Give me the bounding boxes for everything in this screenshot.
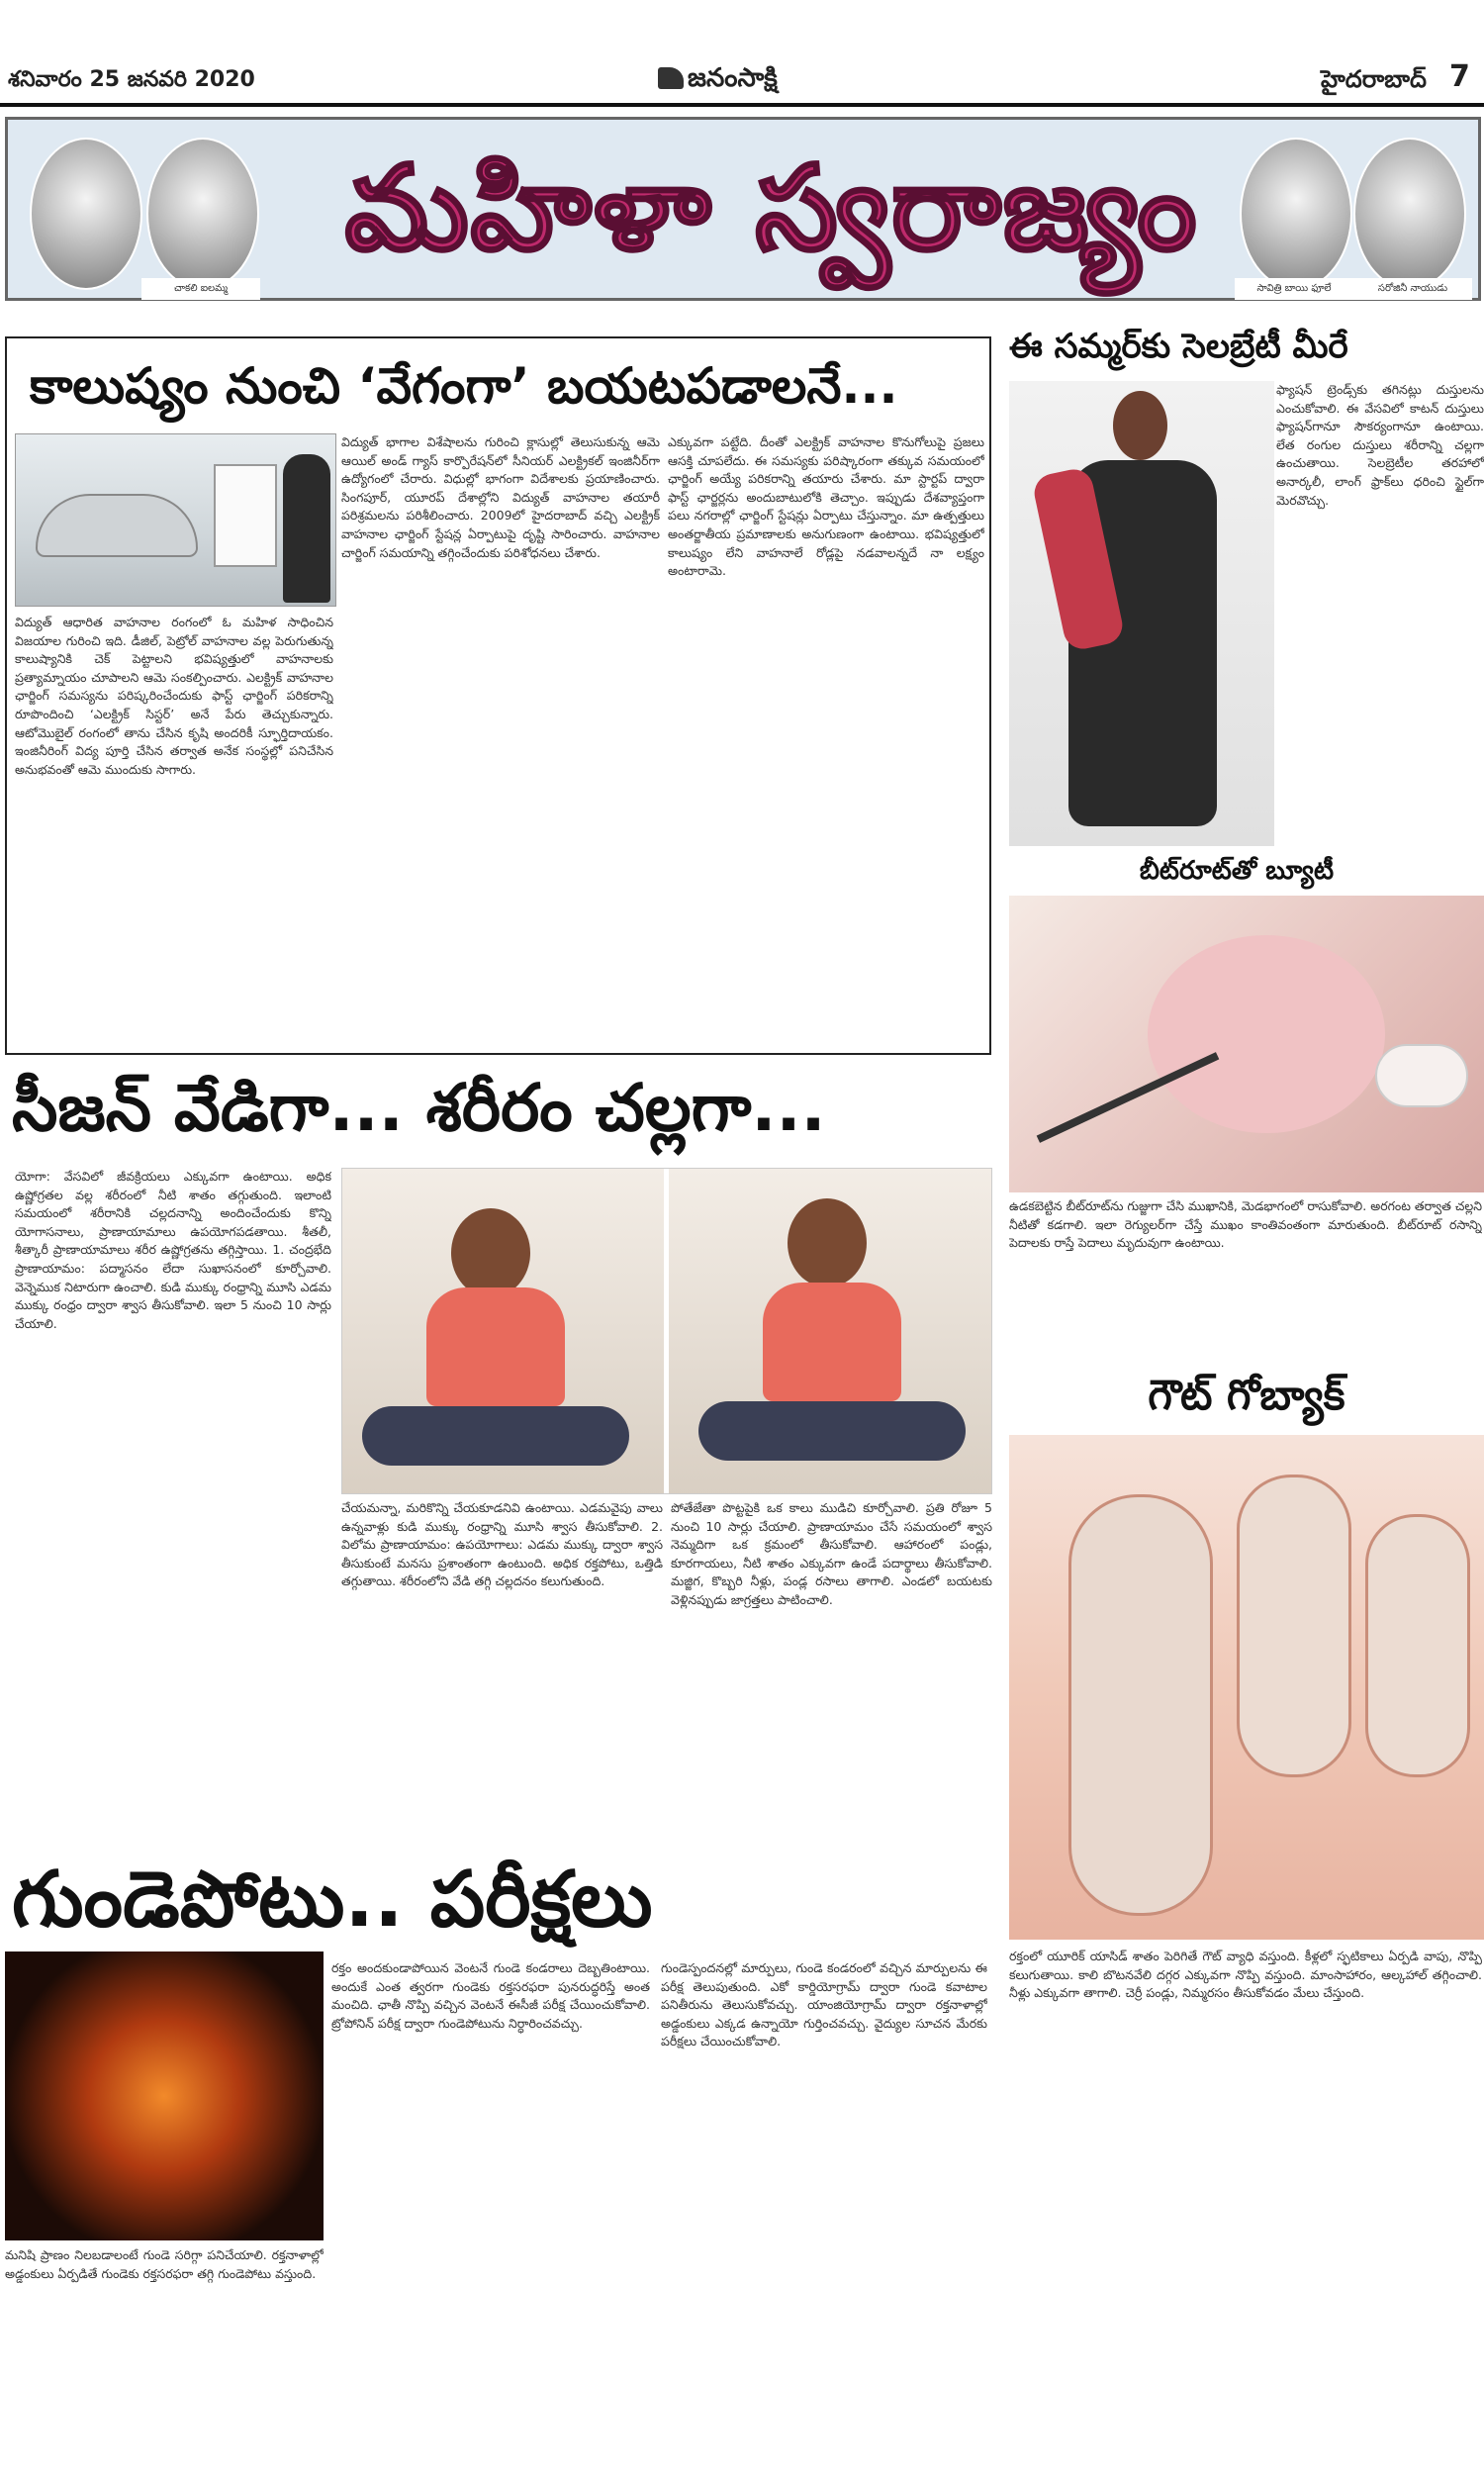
- portrait-caption-right-1: సావిత్రి బాయి ఫూలే: [1235, 278, 1353, 300]
- portrait-left-1: [30, 138, 142, 290]
- section-title: మహిళా స్వరాజ్యం: [344, 140, 1199, 276]
- charger-icon: [214, 464, 277, 567]
- newspaper-logo-icon: [658, 67, 684, 89]
- article-pollution-col-2: విద్యుత్ భాగాల విశేషాలను గురించి క్లాసుల్లో తెలుసుకున్న ఆమె ఆయిల్ అండ్ గ్యాస్ కార్పొరేషన్‌లో సీనియర్ ఎలక్ట్రికల్ ఇంజినీర్‌గా ఉద్యోగంలో చేరారు. విధుల్లో భాగంగా విదేశాలకు ప్రయాణించారు. సింగపూర్, యూరప్ దేశాల్లోని విద్యుత్ వాహనాల తయారీ పరిశ్రమలను పరిశీలించారు. 2009లో హైదరాబాద్ వచ్చి ఎలక్ట్రిక్ వాహనాల ఛార్జింగ్ స్టేషన్ల ఏర్పాటుపై దృష్టి సారించారు. వాహనాల చార్జింగ్ సమయాన్ని తగ్గించేందుకు పరిశోధనలు చేశారు.: [341, 434, 660, 560]
- article-heart-col-1: మనిషి ప్రాణం నిలబడాలంటే గుండె సరిగ్గా పనిచేయాలి. రక్తనాళాల్లో అడ్డంకులు ఏర్పడితే గుండెకు రక్తసరఫరా తగ్గి గుండెపోటు వస్తుంది.: [5, 2247, 324, 2281]
- article-pollution-headline: కాలుష్యం నుంచి ‘వేగంగా’ బయటపడాలనే...: [30, 357, 898, 415]
- newspaper-name-text: జనంసాక్షి: [688, 63, 778, 93]
- sidebar-fashion-headline: ఈ సమ్మర్‌కు సెలబ్రేటీ మీరే: [1009, 327, 1348, 366]
- portrait-right-2: [1353, 138, 1466, 290]
- person-photo: [283, 454, 330, 603]
- article-heart-col-3: గుండెస్పందనల్లో మార్పులు, గుండె కండరంలో వచ్చిన మార్పులను ఈ పరీక్ష తెలుపుతుంది. ఎకో కార్డియోగ్రామ్ ద్వారా గుండె కవాటాల పనితీరును తెలుసుకోవచ్చు. యాంజియోగ్రామ్ ద్వారా రక్తనాళాల్లో అడ్డంకులు ఎక్కడ ఉన్నాయో గుర్తించవచ్చు. వైద్యుల సూచన మేరకు పరీక్షలు చేయించుకోవాలి.: [661, 1960, 987, 2049]
- article-season-col-2: చేయమన్నా, మరికొన్ని చేయకూడనివి ఉంటాయి. ఎడమవైపు వాలు ఉన్నవాళ్లు కుడి ముక్కు రంధ్రాన్ని మూసి శ్వాస తీసుకోవాలి. 2. విలోమ ప్రాణాయామం: ఉపయోగాలు: ఎడమ ముక్కు ద్వారా శ్వాస తీసుకుంటే మనసు ప్రశాంతంగా ఉంటుంది. అధిక రక్తపోటు, ఒత్తిడి తగ్గుతాయి. శరీరంలోని వేడి తగ్గి చల్లదనం కలుగుతుంది.: [341, 1500, 663, 1589]
- portrait-caption-left: చాకలి ఐలమ్మ: [141, 278, 260, 300]
- article-heart-headline: గుండెపోటు.. పరీక్షలు: [12, 1856, 653, 1945]
- caption-beetroot-beauty: బీట్‌రూట్‌తో బ్యూటీ: [1139, 856, 1335, 886]
- issue-date: శనివారం 25 జనవరి 2020: [8, 67, 255, 92]
- portrait-caption-right-2: సరోజినీ నాయుడు: [1353, 278, 1472, 300]
- ev-charger-photo: [15, 433, 336, 607]
- car-icon: [36, 494, 198, 557]
- yoga-pose-1-photo: [342, 1169, 664, 1494]
- sidebar-fashion-text: ఫ్యాషన్ ట్రెండ్స్‌కు తగినట్లు దుస్తులను ఎంచుకోవాలి. ఈ వేసవిలో కాటన్ దుస్తులు ఫ్యాషన్‌గానూ సౌకర్యంగానూ ఉంటాయి. లేత రంగుల దుస్తులు శరీరాన్ని చల్లగా ఉంచుతాయి. సెలబ్రెటీల తరహాలో అనార్కలీ, లాంగ్ ఫ్రాక్‌లు ధరించి స్టైల్‌గా మెరవొచ్చు.: [1276, 382, 1484, 508]
- fashion-model-photo: [1009, 381, 1274, 846]
- article-heart-col-2: రక్తం అందకుండాపోయిన వెంటనే గుండె కండరాలు దెబ్బతింటాయి. అందుకే ఎంత త్వరగా గుండెకు రక్తసరఫరా పునరుద్ధరిస్తే అంత మంచిది. ఛాతీ నొప్పి వచ్చిన వెంటనే ఈసీజీ పరీక్ష చేయించుకోవాలి. ట్రోపోనిన్ పరీక్ష ద్వారా గుండెపోటును నిర్ధారించవచ్చు.: [331, 1960, 650, 2031]
- heart-xray-photo: [5, 1951, 324, 2240]
- article-season-headline: సీజన్ వేడిగా... శరీరం చల్లగా...: [12, 1070, 826, 1146]
- yoga-pose-2-photo: [669, 1169, 992, 1494]
- header-rule: [0, 103, 1484, 107]
- page-number: 7: [1449, 59, 1470, 94]
- edition-city: హైదరాబాద్: [1321, 65, 1427, 93]
- face-mask-photo: [1009, 896, 1484, 1192]
- article-season-col-1: యోగా: వేసవిలో జీవక్రియలు ఎక్కువగా ఉంటాయి. అధిక ఉష్ణోగ్రతల వల్ల శరీరంలో నీటి శాతం తగ్గుతుంది. ఇలాంటి సమయంలో శరీరానికి చల్లదనాన్ని అందించేందుకు కొన్ని యోగాసనాలు, ప్రాణాయామాలు ఉపయోగపడతాయి. శీతలీ, శీత్కారీ ప్రాణాయామాలు శరీర ఉష్ణోగ్రతను తగ్గిస్తాయి. 1. చంద్రభేది ప్రాణాయామం: పద్మాసనం లేదా సుఖాసనంలో కూర్చోవాలి. వెన్నెముక నిటారుగా ఉంచాలి. కుడి ముక్కు రంధ్రాన్ని మూసి ఎడమ ముక్కు రంధ్రం ద్వారా శ్వాస తీసుకోవాలి. ఇలా 5 నుంచి 10 సార్లు చేయాలి.: [15, 1169, 331, 1331]
- sidebar-gout-text: రక్తంలో యూరిక్ యాసిడ్ శాతం పెరిగితే గౌట్ వ్యాధి వస్తుంది. కీళ్లలో స్ఫటికాలు ఏర్పడి వాపు, నొప్పి కలుగుతాయి. కాలి బొటనవేలి దగ్గర ఎక్కువగా నొప్పి వస్తుంది. మాంసాహారం, ఆల్కహాల్ తగ్గించాలి. నీళ్లు ఎక్కువగా తాగాలి. చెర్రీ పండ్లు, నిమ్మరసం తీసుకోవడం మేలు చేస్తుంది.: [1009, 1949, 1482, 2001]
- article-pollution-col-3: ఎక్కువగా పట్టేది. దీంతో ఎలక్ట్రిక్ వాహనాల కొనుగోలుపై ప్రజలు ఆసక్తి చూపలేదు. ఈ సమస్యకు పరిష్కారంగా తక్కువ సమయంలో ఛార్జింగ్ అయ్యే పరికరాన్ని తయారు చేశారు. మా స్టార్టప్ ద్వారా ఫాస్ట్ ఛార్జర్లను అందుబాటులోకి తెచ్చాం. ఇప్పుడు దేశవ్యాప్తంగా పలు నగరాల్లో ఛార్జింగ్ స్టేషన్లు ఏర్పాటు చేస్తున్నాం. మా ఉత్పత్తులు అంతర్జాతీయ ప్రమాణాలకు అనుగుణంగా ఉంటాయి. భవిష్యత్తులో కాలుష్యం లేని వాహనాలే రోడ్లపై నడవాలన్నదే నా లక్ష్యం అంటారామె.: [668, 434, 984, 579]
- article-pollution-col-1: విద్యుత్ ఆధారిత వాహనాల రంగంలో ఓ మహిళ సాధించిన విజయాల గురించి ఇది. డీజిల్, పెట్రోల్ వాహనాల వల్ల పెరుగుతున్న కాలుష్యానికి చెక్ పెట్టాలని భవిష్యత్తులో వాహనాలకు ప్రత్యామ్నాయం చూపాలని ఆమె సంకల్పించారు. ఎలక్ట్రిక్ వాహనాల ఛార్జింగ్ సమస్యను పరిష్కరించేందుకు ఫాస్ట్ ఛార్జింగ్ పరికరాన్ని రూపొందించి ‘ఎలక్ట్రిక్ సిస్టర్’ అనే పేరు తెచ్చుకున్నారు. ఆటోమొబైల్ రంగంలో తాను చేసిన కృషి అందరికీ స్ఫూర్తిదాయకం. ఇంజినీరింగ్ విద్య పూర్తి చేసిన తర్వాత అనేక సంస్థల్లో పనిచేసిన అనుభవంతో ఆమె ముందుకు సాగారు.: [15, 615, 333, 777]
- gout-foot-illustration: [1009, 1435, 1484, 1940]
- article-season-col-3: పోతేజేతా పొట్టపైకి ఒక కాలు ముడిచి కూర్చోవాలి. ప్రతి రోజూ 5 నుంచి 10 సార్లు చేయాలి. ప్రాణాయామం చేసే సమయంలో శ్వాస నెమ్మదిగా ఒక క్రమంలో తీసుకోవాలి. ఆహారంలో పండ్లు, కూరగాయలు, నీటి శాతం ఎక్కువగా ఉండే పదార్థాలు తీసుకోవాలి. మజ్జిగ, కొబ్బరి నీళ్లు, పండ్ల రసాలు తాగాలి. ఎండలో బయటకు వెళ్లినప్పుడు జాగ్రత్తలు పాటించాలి.: [671, 1500, 992, 1607]
- newspaper-name: [658, 63, 778, 99]
- sidebar-gout-headline: గౌట్ గోబ్యాక్: [1148, 1371, 1345, 1419]
- portrait-left-2: [146, 138, 259, 290]
- sidebar-beauty-text: ఉడకబెట్టిన బీట్‌రూట్‌ను గుజ్జుగా చేసి ముఖానికి, మెడభాగంలో రాసుకోవాలి. అరగంట తర్వాత చల్లని నీటితో కడగాలి. ఇలా రెగ్యులర్‌గా చేస్తే ముఖం కాంతివంతంగా మారుతుంది. బీట్‌రూట్ రసాన్ని పెదాలకు రాస్తే పెదాలు మృదువుగా ఉంటాయి.: [1009, 1198, 1482, 1251]
- yoga-photo: [341, 1168, 992, 1494]
